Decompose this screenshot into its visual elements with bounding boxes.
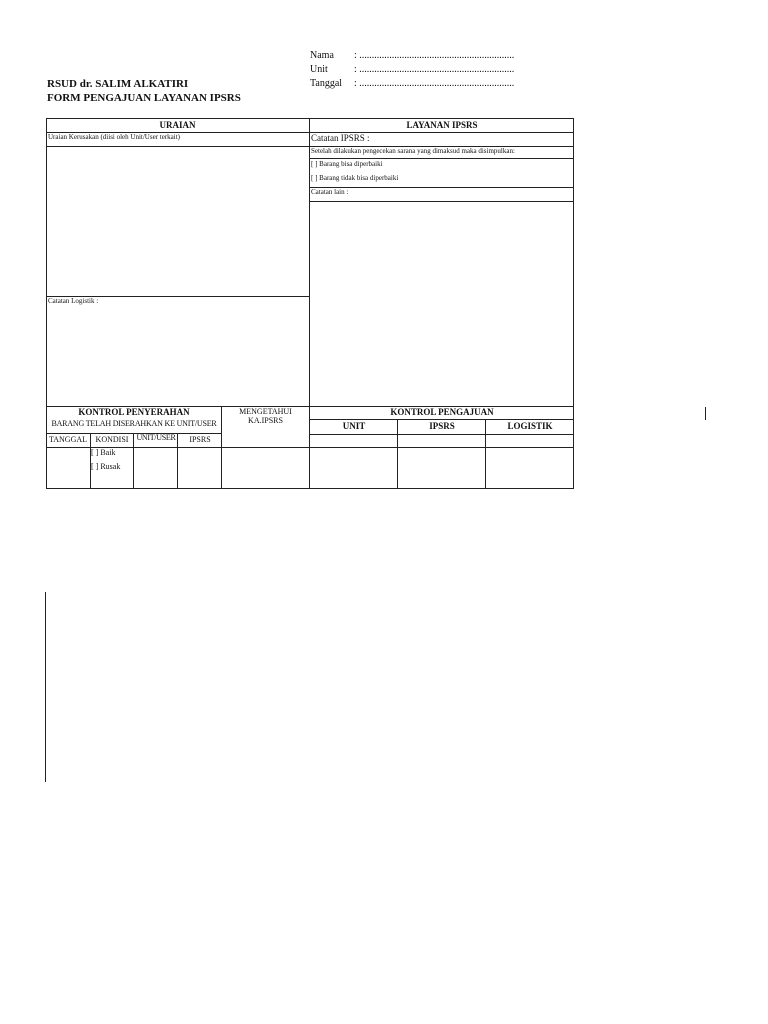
setelah-line: [309, 158, 574, 159]
pengajuan-heading-line: [309, 419, 574, 420]
page-margin-mark: [45, 592, 46, 782]
kondisi-baik-checkbox[interactable]: [ ] Baik: [91, 448, 116, 457]
kontrol-penyerahan-subheading: BARANG TELAH DISERAHKAN KE UNIT/USER: [51, 419, 217, 428]
option-tidak-bisa-diperbaiki[interactable]: [ ] Barang tidak bisa diperbaiki: [311, 174, 399, 182]
nama-field: [310, 49, 570, 63]
col-ipsrs: IPSRS: [189, 435, 211, 444]
option-bisa-diperbaiki[interactable]: [ ] Barang bisa diperbaiki: [311, 160, 383, 168]
col-kondisi: KONDISI: [95, 435, 129, 444]
penyerahan-col-1: [90, 433, 91, 489]
uraian-kerusakan-label: Uraian Kerusakan (diisi oleh Unit/User terkait): [48, 133, 180, 141]
catatan-logistik-area[interactable]: [47, 308, 309, 405]
catatan-ipsrs-label: Catatan IPSRS :: [311, 133, 370, 143]
unit-value: : ..............................................................: [354, 64, 515, 75]
pengajuan-col-logistik: LOGISTIK: [507, 421, 553, 431]
pengajuan-col-1: [397, 419, 398, 489]
options-line: [309, 187, 574, 188]
mengetahui-line2: KA.IPSRS: [248, 416, 283, 425]
unit-label: Unit: [310, 64, 328, 75]
mengetahui-line1: MENGETAHUI: [239, 407, 292, 416]
col-unit-user: UNIT/USER: [136, 433, 176, 442]
kontrol-penyerahan-heading: KONTROL PENYERAHAN: [78, 407, 190, 417]
nama-label: Nama: [310, 50, 334, 61]
catatan-lain-label: Catatan lain :: [311, 188, 349, 196]
col-tanggal: TANGGAL: [48, 435, 88, 444]
catatan-lain-area[interactable]: [310, 202, 573, 406]
tanggal-value: : ..............................................................: [354, 78, 515, 89]
pengajuan-cols-line: [309, 434, 574, 435]
hospital-name: RSUD dr. SALIM ALKATIRI: [47, 78, 189, 90]
unit-field: [310, 63, 570, 77]
catatan-logistik-label: Catatan Logistik :: [48, 297, 99, 305]
form-title: FORM PENGAJUAN LAYANAN IPSRS: [47, 92, 241, 104]
penyerahan-col-2: [133, 433, 134, 489]
pengajuan-col-ipsrs: IPSRS: [429, 421, 455, 431]
nama-value: : ..............................................................: [354, 50, 515, 61]
pengajuan-col-2: [485, 419, 486, 489]
penyerahan-header-line: [46, 447, 574, 448]
text-cursor-mark: [705, 407, 706, 420]
tanggal-field: [310, 77, 570, 91]
tanggal-label: Tanggal: [310, 78, 343, 89]
kondisi-rusak-checkbox[interactable]: [ ] Rusak: [91, 462, 121, 471]
pengajuan-col-unit: UNIT: [342, 421, 366, 431]
uraian-heading: URAIAN: [159, 120, 196, 130]
kontrol-pengajuan-heading: KONTROL PENGAJUAN: [390, 407, 494, 417]
setelah-text: Setelah dilakukan pengecekan sarana yang dimaksud maka disimpulkan:: [311, 147, 515, 155]
penyerahan-col-3: [177, 433, 178, 489]
layanan-heading: LAYANAN IPSRS: [406, 120, 478, 130]
uraian-kerusakan-area[interactable]: [47, 147, 309, 296]
